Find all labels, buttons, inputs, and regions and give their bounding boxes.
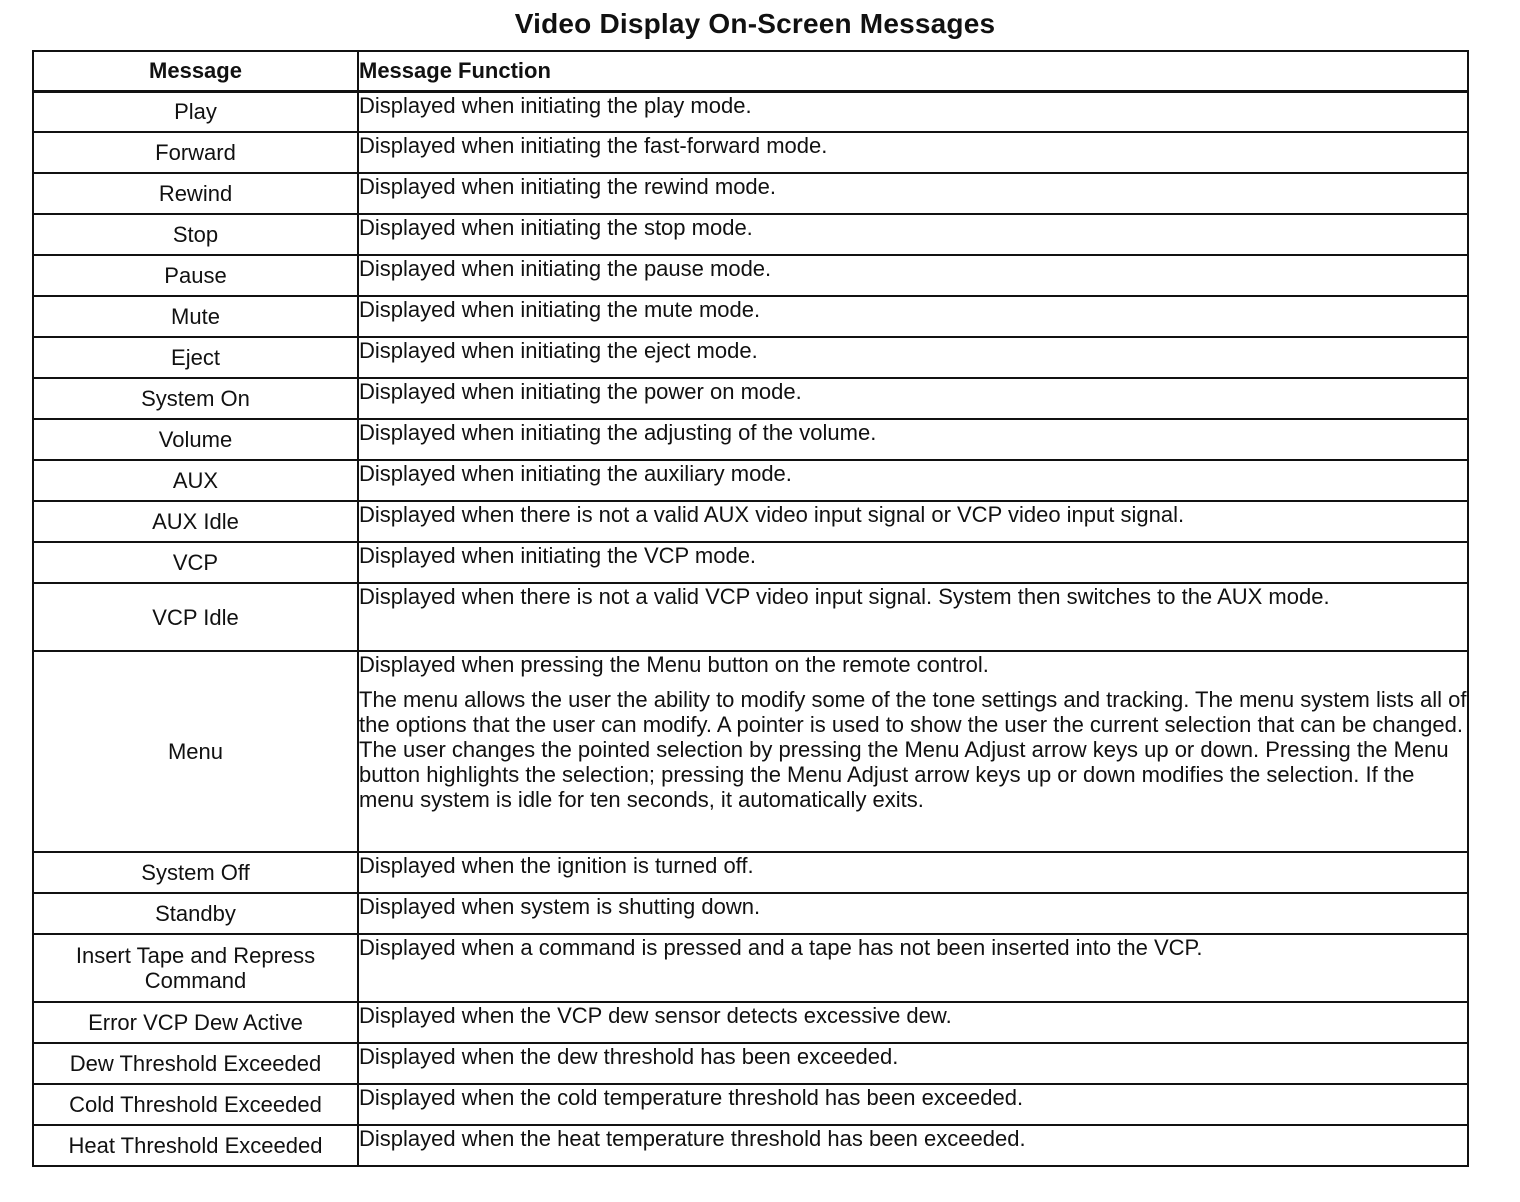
message-cell: Insert Tape and Repress Command: [33, 934, 358, 1002]
message-cell: Forward: [33, 132, 358, 173]
function-cell: Displayed when the cold temperature threshold has been exceeded.: [358, 1084, 1468, 1125]
message-cell: Heat Threshold Exceeded: [33, 1125, 358, 1166]
function-detail-text: The menu allows the user the ability to modify some of the tone settings and tracking. The menu system lists all of the options that the user can modify. A pointer is used to show the user the current selection that can be changed. The user changes the pointed selection by pressing the Menu Adjust arrow keys up or down. Pressing the Menu button highlights the selection; pressing the Menu Adjust arrow keys up or down modifies the selection. If the menu system is idle for ten seconds, it automatically exits.: [359, 687, 1467, 812]
messages-table: [32, 50, 1469, 1167]
table-row: [33, 651, 1468, 852]
table-row: [33, 337, 1468, 378]
table-row: [33, 893, 1468, 934]
function-cell: Displayed when initiating the fast-forward mode.: [358, 132, 1468, 173]
message-cell: AUX: [33, 460, 358, 501]
table-row: [33, 1002, 1468, 1043]
table-row: [33, 378, 1468, 419]
message-cell: Rewind: [33, 173, 358, 214]
message-cell: AUX Idle: [33, 501, 358, 542]
message-cell: Stop: [33, 214, 358, 255]
function-cell: Displayed when initiating the rewind mode.: [358, 173, 1468, 214]
table-row: [33, 419, 1468, 460]
table-row: [33, 1125, 1468, 1166]
table-row: [33, 255, 1468, 296]
message-cell: Error VCP Dew Active: [33, 1002, 358, 1043]
table-header-row: [33, 51, 1468, 91]
table-row: [33, 460, 1468, 501]
function-cell: Displayed when initiating the eject mode.: [358, 337, 1468, 378]
table-row: [33, 542, 1468, 583]
message-cell: System Off: [33, 852, 358, 893]
table-row: [33, 132, 1468, 173]
message-cell: VCP: [33, 542, 358, 583]
function-cell: Displayed when initiating the stop mode.: [358, 214, 1468, 255]
column-header-function: Message Function: [358, 51, 1468, 91]
function-cell: Displayed when initiating the VCP mode.: [358, 542, 1468, 583]
message-cell: System On: [33, 378, 358, 419]
message-cell: Volume: [33, 419, 358, 460]
function-cell: Displayed when initiating the power on mode.: [358, 378, 1468, 419]
function-cell: Displayed when initiating the pause mode.: [358, 255, 1468, 296]
page-title: Video Display On-Screen Messages: [514, 8, 996, 39]
message-cell: Cold Threshold Exceeded: [33, 1084, 358, 1125]
table-row: [33, 214, 1468, 255]
function-cell: Displayed when the dew threshold has been exceeded.: [358, 1043, 1468, 1084]
function-cell: Displayed when initiating the mute mode.: [358, 296, 1468, 337]
message-cell: VCP Idle: [33, 583, 358, 651]
function-text: Displayed when pressing the Menu button on the remote control.: [359, 652, 989, 677]
table-row: [33, 934, 1468, 1002]
message-cell: Play: [33, 91, 358, 132]
message-cell: Eject: [33, 337, 358, 378]
message-cell: Dew Threshold Exceeded: [33, 1043, 358, 1084]
function-cell: Displayed when the VCP dew sensor detects excessive dew.: [358, 1002, 1468, 1043]
function-cell: Displayed when initiating the adjusting of the volume.: [358, 419, 1468, 460]
table-row: [33, 583, 1468, 651]
table-row: [33, 852, 1468, 893]
function-cell: [358, 651, 1468, 852]
function-cell: Displayed when a command is pressed and a tape has not been inserted into the VCP.: [358, 934, 1468, 1002]
function-cell: Displayed when there is not a valid AUX video input signal or VCP video input signal.: [358, 501, 1468, 542]
function-cell: Displayed when there is not a valid VCP video input signal. System then switches to the AUX mode.: [358, 583, 1468, 651]
function-cell: Displayed when initiating the auxiliary mode.: [358, 460, 1468, 501]
table-row: [33, 173, 1468, 214]
message-cell: Menu: [33, 651, 358, 852]
table-row: [33, 296, 1468, 337]
table-row: [33, 501, 1468, 542]
message-cell: Standby: [33, 893, 358, 934]
function-cell: Displayed when the ignition is turned off.: [358, 852, 1468, 893]
function-cell: Displayed when system is shutting down.: [358, 893, 1468, 934]
function-cell: Displayed when the heat temperature threshold has been exceeded.: [358, 1125, 1468, 1166]
table-row: [33, 1084, 1468, 1125]
table-row: [33, 91, 1468, 132]
message-cell: Pause: [33, 255, 358, 296]
message-cell: Mute: [33, 296, 358, 337]
column-header-message: Message: [33, 51, 358, 91]
table-row: [33, 1043, 1468, 1084]
function-cell: Displayed when initiating the play mode.: [358, 91, 1468, 132]
